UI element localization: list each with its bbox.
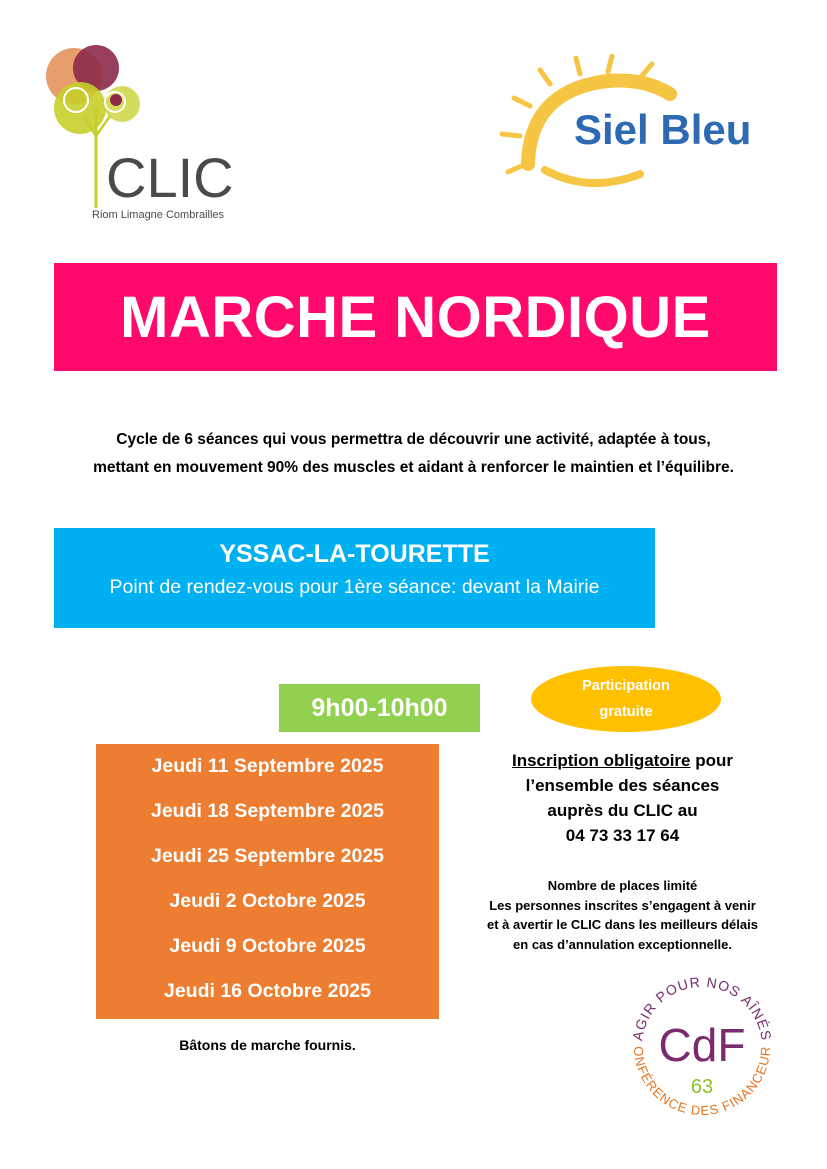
siel-bleu-wordmark: Siel Bleu	[574, 106, 752, 153]
siel-bleu-logo	[490, 54, 777, 200]
location-town: YSSAC-LA-TOURETTE	[219, 540, 490, 568]
clic-wordmark: CLIC	[106, 146, 234, 209]
limits-info	[462, 876, 783, 954]
date-item: Jeudi 11 Septembre 2025	[151, 755, 384, 777]
intro-line-2: mettant en mouvement 90% des muscles et aidant à renforcer le maintien et l’équilibre.	[93, 459, 734, 476]
cdf-number: 63	[690, 1076, 714, 1098]
cdf-letters: CdF	[658, 1019, 746, 1071]
phone-number: 04 73 33 17 64	[565, 826, 680, 845]
inscription-line-2: l’ensemble des séances	[525, 776, 720, 795]
intro-line-1: Cycle de 6 séances qui vous permettra de découvrir une activité, adaptée à tous,	[116, 431, 711, 448]
page-title: MARCHE NORDIQUE	[120, 284, 711, 350]
inscription-line-3: auprès du CLIC au	[547, 801, 698, 820]
cdf-top-arc: AGIR POUR NOS AÎNÉS	[629, 973, 775, 1042]
clic-logo	[40, 40, 250, 230]
location-box	[54, 528, 655, 628]
inscription-required: Inscription obligatoire	[511, 751, 691, 770]
limits-line-2: Les personnes inscrites s’engagent à venir	[489, 897, 756, 913]
cdf-bottom-arc: ONFÉRENCE DES FINANCEUR	[630, 1045, 774, 1119]
limits-line-4: en cas d’annulation exceptionnelle.	[513, 936, 732, 952]
date-item: Jeudi 25 Septembre 2025	[150, 845, 385, 867]
date-item: Jeudi 18 Septembre 2025	[150, 800, 385, 822]
date-item: Jeudi 2 Octobre 2025	[169, 890, 366, 912]
poles-note: Bâtons de marche fournis.	[179, 1037, 356, 1053]
session-time: 9h00-10h00	[311, 693, 448, 722]
time-box	[279, 684, 480, 732]
cdf-logo	[620, 965, 785, 1130]
participation-badge	[531, 666, 721, 732]
date-item: Jeudi 9 Octobre 2025	[169, 935, 366, 957]
inscription-info	[470, 748, 775, 848]
clic-subtitle: Riom Limagne Combrailles	[92, 209, 225, 221]
participation-line-1: Participation	[582, 678, 670, 694]
date-item: Jeudi 16 Octobre 2025	[163, 980, 372, 1002]
inscription-line-1: Inscription obligatoire pour	[511, 751, 733, 770]
intro-text	[40, 426, 787, 482]
limits-line-3: et à avertir le CLIC dans les meilleurs délais	[487, 917, 758, 932]
meeting-point: Point de rendez-vous pour 1ère séance: devant la Mairie	[109, 576, 600, 598]
dates-box	[96, 744, 439, 1019]
limits-line-1: Nombre de places limité	[547, 878, 698, 893]
title-banner	[54, 263, 777, 371]
participation-line-2: gratuite	[599, 704, 653, 720]
